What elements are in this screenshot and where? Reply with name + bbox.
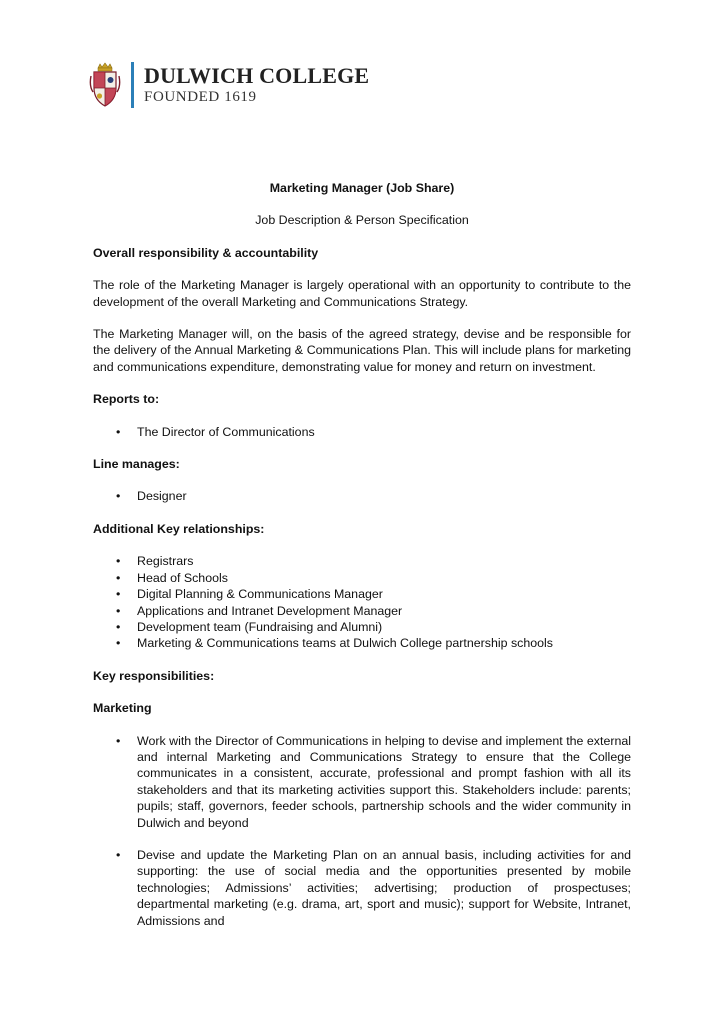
- bullet-icon: •: [116, 636, 121, 651]
- list-item-text: Digital Planning & Communications Manager: [137, 587, 383, 602]
- relationships-heading: Additional Key relationships:: [93, 521, 265, 536]
- list-item-text: Designer: [137, 489, 187, 504]
- overall-heading: Overall responsibility & accountability: [93, 245, 319, 260]
- logo-text: [144, 64, 369, 106]
- bullet-icon: •: [116, 603, 121, 618]
- logo-founded: FOUNDED 1619: [144, 89, 257, 105]
- bullet-icon: •: [116, 424, 121, 439]
- list-item: [93, 603, 631, 619]
- marketing-list: [93, 733, 631, 929]
- list-item-text: Marketing & Communications teams at Dulwich College partnership schools: [137, 636, 553, 651]
- list-item: [93, 635, 631, 651]
- list-item-text: Development team (Fundraising and Alumni): [137, 619, 383, 634]
- paragraph: The Marketing Manager will, on the basis of the agreed strategy, devise and be responsible for the delivery of the Annual Marketing & Communications Plan. This will include plans for marketing and communications expenditure, demonstrating value for money and return on investment.: [93, 327, 631, 374]
- college-logo: [89, 60, 369, 110]
- reports-to-heading: Reports to:: [93, 392, 160, 407]
- list-item: [93, 488, 631, 504]
- bullet-icon: •: [116, 554, 121, 569]
- list-item: [93, 847, 631, 929]
- bullet-icon: •: [116, 570, 121, 585]
- list-item-text: The Director of Communications: [137, 424, 315, 439]
- line-manages-list: [93, 488, 631, 504]
- reports-to-list: [93, 424, 631, 440]
- logo-name: DULWICH COLLEGE: [144, 63, 370, 88]
- list-item: [93, 424, 631, 440]
- bullet-icon: •: [116, 847, 121, 862]
- list-item-text: Work with the Director of Communications in helping to devise and implement the external and internal Marketing and Communications Strategy to ensure that the College communicates in a consistent, accurate, professional and prompt fashion with all its stakeholders and that its marketing activities support this. Stakeholders include: parents; pupils; staff, governors, feeder schools, partnership schools and the wider community in Dulwich and beyond: [137, 733, 631, 830]
- responsibilities-heading: Key responsibilities:: [93, 668, 215, 683]
- bullet-icon: •: [116, 733, 121, 748]
- list-item-text: Head of Schools: [137, 570, 228, 585]
- list-item-text: Registrars: [137, 554, 194, 569]
- crest-icon: [89, 62, 121, 108]
- document-subtitle: Job Description & Person Specification: [255, 213, 469, 228]
- list-item: [93, 619, 631, 635]
- list-item: [93, 570, 631, 586]
- list-item-text: Devise and update the Marketing Plan on an annual basis, including activities for and supporting: the use of social media and the opportunities presented by mobile technologies; Admissions’ activities; advertising; production of prospectuses; departmental marketing (e.g. drama, art, sport and music); support for Website, Intranet, Admissions and: [137, 847, 631, 928]
- document-body: [93, 180, 631, 945]
- document-title: Marketing Manager (Job Share): [269, 181, 455, 195]
- marketing-heading: Marketing: [93, 701, 152, 716]
- list-item: [93, 586, 631, 602]
- list-item: [93, 553, 631, 569]
- logo-divider: [131, 62, 134, 108]
- bullet-icon: •: [116, 619, 121, 634]
- relationships-list: [93, 553, 631, 651]
- line-manages-heading: Line manages:: [93, 457, 180, 472]
- list-item-text: Applications and Intranet Development Manager: [137, 603, 403, 618]
- paragraph: The role of the Marketing Manager is largely operational with an opportunity to contribute to the development of the overall Marketing and Communications Strategy.: [93, 278, 631, 309]
- bullet-icon: •: [116, 489, 121, 504]
- bullet-icon: •: [116, 587, 121, 602]
- list-item: [93, 733, 631, 831]
